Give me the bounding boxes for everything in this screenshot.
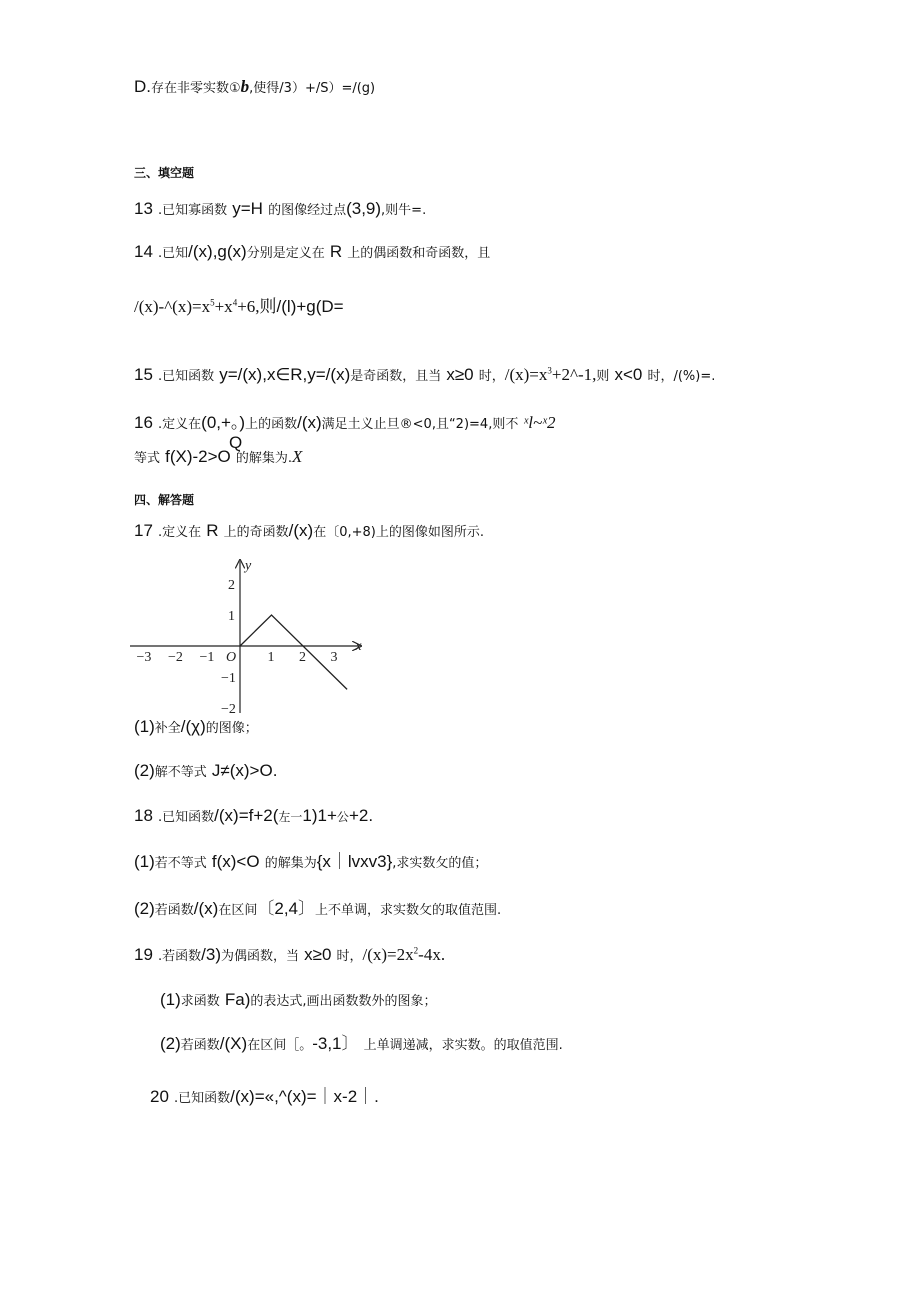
q18-text-c: 左一 xyxy=(278,810,303,824)
q19-text-e: 时， xyxy=(336,949,363,964)
q16b-text-a: 等式 xyxy=(134,451,161,466)
q14-formula-d: 则/(l)+g(D= xyxy=(259,297,344,316)
question-19 xyxy=(134,946,445,963)
q19-2-interval: -3,1〕 xyxy=(312,1034,359,1053)
question-19-part-1 xyxy=(160,991,437,1008)
question-13 xyxy=(134,200,426,217)
q18-2-interval: 〔2,4〕 xyxy=(257,899,315,918)
q19-formula-f: /(x)=2x xyxy=(362,945,414,964)
q14-formula-b: +x xyxy=(214,297,233,316)
q13-point: (3,9) xyxy=(346,199,382,218)
question-17-part-2 xyxy=(134,762,277,779)
y-axis-label: y xyxy=(245,558,252,574)
q19-exp-2: 2 xyxy=(413,945,419,956)
q15-formula-b: y=/(x),x∈R,y=/(x) xyxy=(219,365,351,384)
q14-text-e: 上的偶函数和奇函数，且 xyxy=(347,246,491,261)
q13-number: 13 xyxy=(134,199,153,218)
option-d-var-b: b xyxy=(240,77,250,96)
q16-interval: (0,+。) xyxy=(201,413,246,432)
q15-text-e: 时， xyxy=(478,369,505,384)
q17-text-e: 在 xyxy=(313,525,327,540)
question-15 xyxy=(134,366,715,383)
q18-2-label: (2) xyxy=(134,899,155,918)
q17-2-label: (2) xyxy=(134,761,155,780)
section-3-title: 三、填空题 xyxy=(134,166,195,180)
q19-function: /3) xyxy=(201,945,221,964)
q15-number: 15 xyxy=(134,365,153,384)
q17-function: /(x) xyxy=(288,521,314,540)
question-14 xyxy=(134,243,490,260)
q17-2-inequality: J≠(x)>O. xyxy=(211,761,278,780)
q14-text-c: 分别是定义在 xyxy=(246,246,325,261)
q14-exp-5: 5 xyxy=(210,297,215,308)
q20-number: 20 xyxy=(150,1087,169,1106)
x-tick-label: 2 xyxy=(299,650,306,665)
question-16 xyxy=(134,414,555,431)
q19-text-c: 为偶函数，当 xyxy=(221,949,300,964)
q19-formula-g: -4x. xyxy=(418,945,446,964)
q18-1-text-b: 若不等式 xyxy=(154,856,207,871)
q19-2-text-b: 若函数 xyxy=(180,1038,220,1053)
q17-interval: 〔0,+8) xyxy=(326,525,376,540)
q16-formula-f: ˣl~ˣ2 xyxy=(523,413,556,432)
q19-1-text-b: 求函数 xyxy=(180,994,220,1009)
q16-text-e: 满足土义止旦®<0,且“2)=4,则不 xyxy=(321,417,519,432)
q15-condition: x≥0 xyxy=(446,365,474,384)
q15-text-h: 则 xyxy=(596,369,610,384)
q16-function: /(x) xyxy=(297,413,322,432)
x-tick-label: −2 xyxy=(168,650,183,665)
x-tick-label: −1 xyxy=(199,650,215,665)
q13-text-c: 的图像经过点 xyxy=(268,203,347,218)
q19-number: 19 xyxy=(134,945,153,964)
question-19-part-2 xyxy=(160,1035,563,1052)
question-18-part-2 xyxy=(134,900,501,917)
q19-text-a: .若函数 xyxy=(158,949,202,964)
q13-text-a: .已知寡函数 xyxy=(158,203,228,218)
q19-2-function: /(X) xyxy=(219,1034,248,1053)
question-18-part-1 xyxy=(134,853,487,870)
question-16-line-2 xyxy=(134,448,302,465)
x-tick-label: 3 xyxy=(330,650,338,665)
option-d-label: D. xyxy=(134,77,151,96)
question-14-formula xyxy=(134,298,344,315)
question-17-part-1 xyxy=(134,718,258,735)
q18-formula-f: +2. xyxy=(348,806,374,825)
y-tick-label: 2 xyxy=(228,578,235,593)
option-d xyxy=(134,78,375,95)
q18-1-text-f: ,求实数攵的值； xyxy=(392,856,488,871)
x-tick-label: −3 xyxy=(136,650,152,665)
q16b-inequality: f(X)-2>O xyxy=(165,447,231,466)
q18-formula-b: /(x)=f+2( xyxy=(214,806,279,825)
q17-text-a: .定义在 xyxy=(158,525,202,540)
q16b-text-c: 的解集为. xyxy=(235,451,292,466)
q17-text-c: 上的奇函数 xyxy=(223,525,289,540)
q17-domain: R xyxy=(206,521,219,540)
q16-number: 16 xyxy=(134,413,153,432)
section-4-title: 四、解答题 xyxy=(134,493,195,507)
q18-1-set: {x｜lvxv3} xyxy=(316,852,393,871)
q18-1-text-d: 的解集为 xyxy=(264,856,317,871)
q19-1-function: Fa) xyxy=(224,990,251,1009)
q15-text-c: 是奇函数，且当 xyxy=(350,369,442,384)
q18-1-label: (1) xyxy=(134,852,155,871)
q15-condition-2: x<0 xyxy=(614,365,643,384)
q15-text-j: 时，/(%)=. xyxy=(647,369,716,384)
q15-formula-g: +2^-1, xyxy=(551,365,597,384)
x-tick-label: 1 xyxy=(267,650,275,665)
option-d-rest: ,使得/3）+/S）=/(g) xyxy=(249,81,376,96)
x-axis-label: x xyxy=(355,639,362,654)
q14-domain: R xyxy=(329,242,343,261)
q18-2-function: /(x) xyxy=(193,899,219,918)
q13-text-e: ,则牛=. xyxy=(381,203,427,218)
y-tick-label: −2 xyxy=(221,702,236,713)
q17-1-text-b: 补全 xyxy=(154,721,181,736)
q14-functions: /(x),g(x) xyxy=(188,242,247,261)
q18-text-a: .已知函数 xyxy=(158,810,215,825)
q18-2-text-f: 上不单调，求实数攵的取值范围. xyxy=(315,903,502,918)
q19-1-label: (1) xyxy=(160,990,181,1009)
q18-2-text-d: 在区间 xyxy=(218,903,258,918)
q20-formula: /(x)=«,^(x)=｜x-2｜. xyxy=(230,1087,379,1106)
q14-formula-c: +6, xyxy=(237,297,260,316)
origin-label: O xyxy=(226,650,237,665)
q18-1-inequality: f(x)<O xyxy=(211,852,260,871)
q15-text-a: .已知函数 xyxy=(158,369,215,384)
y-tick-label: −1 xyxy=(221,671,236,686)
q18-text-e: 公 xyxy=(336,810,349,824)
question-18 xyxy=(134,807,373,824)
question-17 xyxy=(134,522,484,539)
q14-exp-4: 4 xyxy=(232,297,238,308)
q17-1-text-d: 的图像； xyxy=(205,721,258,736)
q18-formula-d: 1)1+ xyxy=(302,806,337,825)
q16-text-a: .定义在 xyxy=(158,417,202,432)
q18-2-text-b: 若函数 xyxy=(154,903,194,918)
q20-text-a: .已知函数 xyxy=(174,1091,231,1106)
y-tick-label: 1 xyxy=(228,609,235,624)
q18-number: 18 xyxy=(134,806,153,825)
q17-text-g: 上的图像如图所示. xyxy=(375,525,484,540)
q16b-var-x: X xyxy=(292,447,303,466)
option-d-text: 存在非零实数① xyxy=(151,81,241,96)
q14-text-a: .已知 xyxy=(158,246,189,261)
q19-2-text-f: 上单调递减，求实数。的取值范围. xyxy=(363,1038,563,1053)
q17-number: 17 xyxy=(134,521,153,540)
question-20 xyxy=(150,1088,379,1105)
q16-text-c: 上的函数 xyxy=(245,417,298,432)
q16-q-mark: Q xyxy=(229,433,243,452)
q19-2-text-d: 在区间［。 xyxy=(247,1038,313,1053)
q19-2-label: (2) xyxy=(160,1034,181,1053)
q19-1-text-d: 的表达式,画出函数数外的图象； xyxy=(250,994,437,1009)
q14-number: 14 xyxy=(134,242,153,261)
q14-formula-a: /(x)-^(x)=x xyxy=(134,297,211,316)
q17-1-label: (1) xyxy=(134,717,155,736)
q17-2-text-b: 解不等式 xyxy=(154,765,207,780)
q13-formula: y=H xyxy=(232,199,263,218)
q19-condition: x≥0 xyxy=(304,945,332,964)
function-graph xyxy=(130,553,365,713)
q15-exp-3: 3 xyxy=(547,365,552,376)
q17-1-function: /(χ) xyxy=(180,717,206,736)
q15-formula-f: /(x)=x xyxy=(504,365,548,384)
